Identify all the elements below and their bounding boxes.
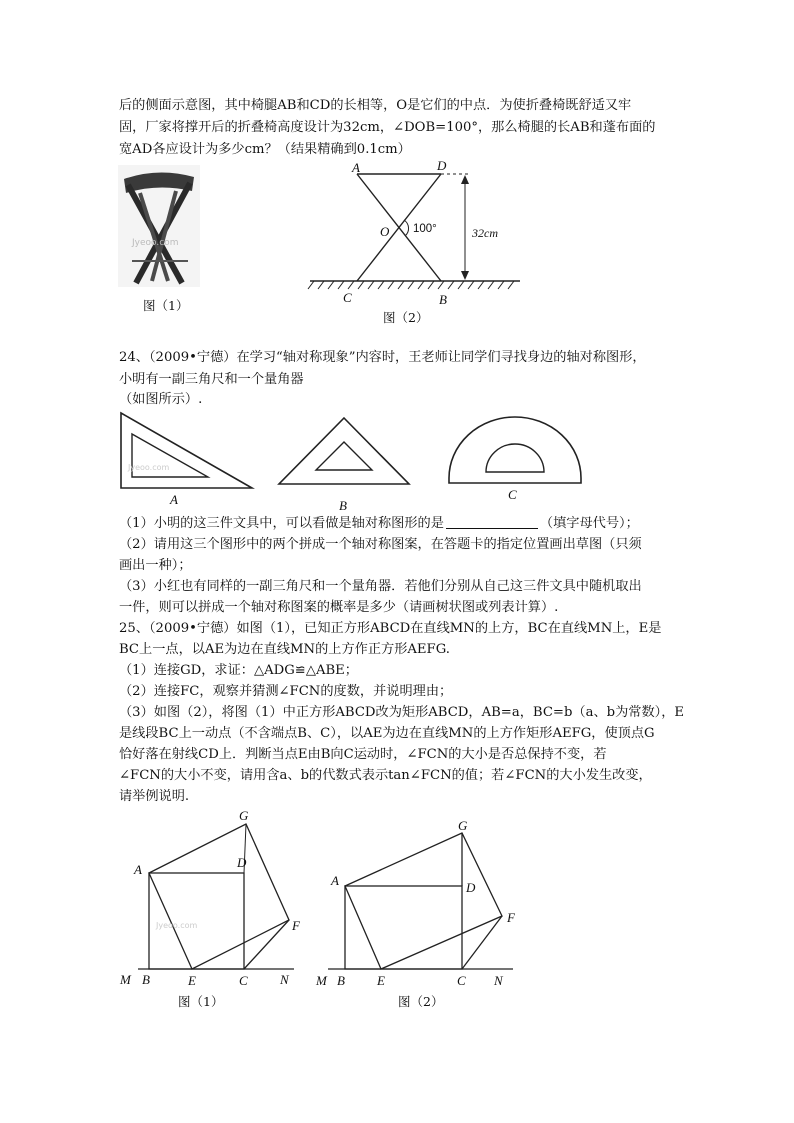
label-B: B xyxy=(439,292,447,307)
q24-sub1 xyxy=(119,514,639,534)
intro-line-3: 宽AD各应设计为多少cm？（结果精确到0.1cm） xyxy=(119,142,411,157)
q24-sub1-pre: （1）小明的这三件文具中，可以看做是轴对称图形的是 xyxy=(119,516,444,531)
fig2-label-A: A xyxy=(331,873,339,888)
q25-line-6: 是线段BC上一动点（不含端点B、C），以AE为边在直线MN的上方作矩形AEFG，使顶点G xyxy=(119,726,655,741)
fig2-label-B: B xyxy=(337,973,345,988)
fig1-label-F: F xyxy=(292,918,300,933)
q25-figure-1 xyxy=(130,810,310,975)
svg-text:Jyeoo.com: Jyeoo.com xyxy=(156,921,198,930)
fig1-label-D: D xyxy=(237,855,247,870)
fig2-label-D: D xyxy=(466,880,476,895)
q24-sub3-line-1: （3）小红也有同样的一副三角尺和一个量角器．若他们分别从自己这三件文具中随机取出 xyxy=(119,579,642,594)
chair-photo xyxy=(118,165,200,287)
fig1-label-N: N xyxy=(280,972,289,987)
fig2-label-C: C xyxy=(457,973,466,988)
label-O: O xyxy=(380,224,390,239)
q24-line-2: 小明有一副三角尺和一个量角器 xyxy=(119,372,304,387)
set-square-b xyxy=(276,415,412,487)
photo-caption: 图（1） xyxy=(143,298,189,313)
label-D: D xyxy=(437,158,447,173)
q24-sub2-line-1: （2）请用这三个图形中的两个拼成一个轴对称图案，在答题卡的指定位置画出草图（只须 xyxy=(119,537,642,552)
fig2-label-G: G xyxy=(458,818,468,833)
fig2-label-M: M xyxy=(316,973,327,988)
intro-line-1: 后的侧面示意图，其中椅腿AB和CD的长相等，O是它们的中点．为使折叠椅既舒适又牢 xyxy=(119,98,632,113)
q25-line-9: 请举例说明. xyxy=(119,789,190,804)
q25-line-5: （3）如图（2），将图（1）中正方形ABCD改为矩形ABCD，AB=a，BC=b（a、b为常数），E xyxy=(119,705,685,720)
label-A: A xyxy=(352,160,360,175)
angle-label: 100° xyxy=(413,223,437,235)
q25-fig1-caption: 图（1） xyxy=(178,994,224,1009)
diagram-caption: 图（2） xyxy=(383,310,429,325)
fig1-label-G: G xyxy=(239,808,249,823)
q25-line-4: （2）连接FC，观察并猜测∠FCN的度数，并说明理由； xyxy=(119,684,453,699)
label-fig-C: C xyxy=(508,487,517,502)
fig1-label-M: M xyxy=(120,972,131,987)
q24-line-1: 24、（2009•宁德）在学习“轴对称现象”内容时，王老师让同学们寻找身边的轴对称图形， xyxy=(119,350,646,365)
watermark: Jyeoo.com xyxy=(132,238,179,248)
label-C: C xyxy=(343,290,352,305)
fig1-label-A: A xyxy=(134,862,142,877)
intro-line-2: 固，厂家将撑开后的折叠椅高度设计为32cm，∠DOB=100°，那么椅腿的长AB和蓬布面的 xyxy=(119,120,656,135)
label-fig-B: B xyxy=(339,498,347,513)
fig1-label-E: E xyxy=(188,973,196,988)
q25-line-7: 恰好落在射线CD上．判断当点E由B向C运动时，∠FCN的大小是否总保持不变，若 xyxy=(119,747,607,762)
q24-sub3-line-2: 一件，则可以拼成一个轴对称图案的概率是多少（请画树状图或列表计算）. xyxy=(119,600,559,615)
q25-line-8: ∠FCN的大小不变，请用含a、b的代数式表示tan∠FCN的值；若∠FCN的大小发生改变， xyxy=(119,768,652,783)
protractor-c xyxy=(446,414,584,486)
q25-line-1: 25、（2009•宁德）如图（1），已知正方形ABCD在直线MN的上方，BC在直线MN上，E是 xyxy=(119,621,662,636)
fig2-label-N: N xyxy=(494,973,503,988)
set-square-a xyxy=(118,410,258,492)
height-label: 32cm xyxy=(472,226,498,240)
fig1-label-C: C xyxy=(239,973,248,988)
fig2-label-E: E xyxy=(377,973,385,988)
fig2-label-F: F xyxy=(507,910,515,925)
answer-blank[interactable] xyxy=(446,516,538,529)
svg-text:Jyeoo.com: Jyeoo.com xyxy=(128,463,170,472)
q24-sub2-line-2: 画出一种）； xyxy=(119,558,192,573)
q25-fig2-caption: 图（2） xyxy=(398,994,444,1009)
fig1-label-B: B xyxy=(142,972,150,987)
label-fig-A: A xyxy=(170,492,178,507)
q24-sub1-post: （填字母代号）； xyxy=(539,516,639,531)
q24-line-3: （如图所示）. xyxy=(119,392,203,407)
q25-figure-2 xyxy=(320,815,520,975)
q25-line-2: BC上一点，以AE为边在直线MN的上方作正方形AEFG. xyxy=(119,642,450,657)
q25-line-3: （1）连接GD，求证：△ADG≌△ABE； xyxy=(119,663,358,678)
